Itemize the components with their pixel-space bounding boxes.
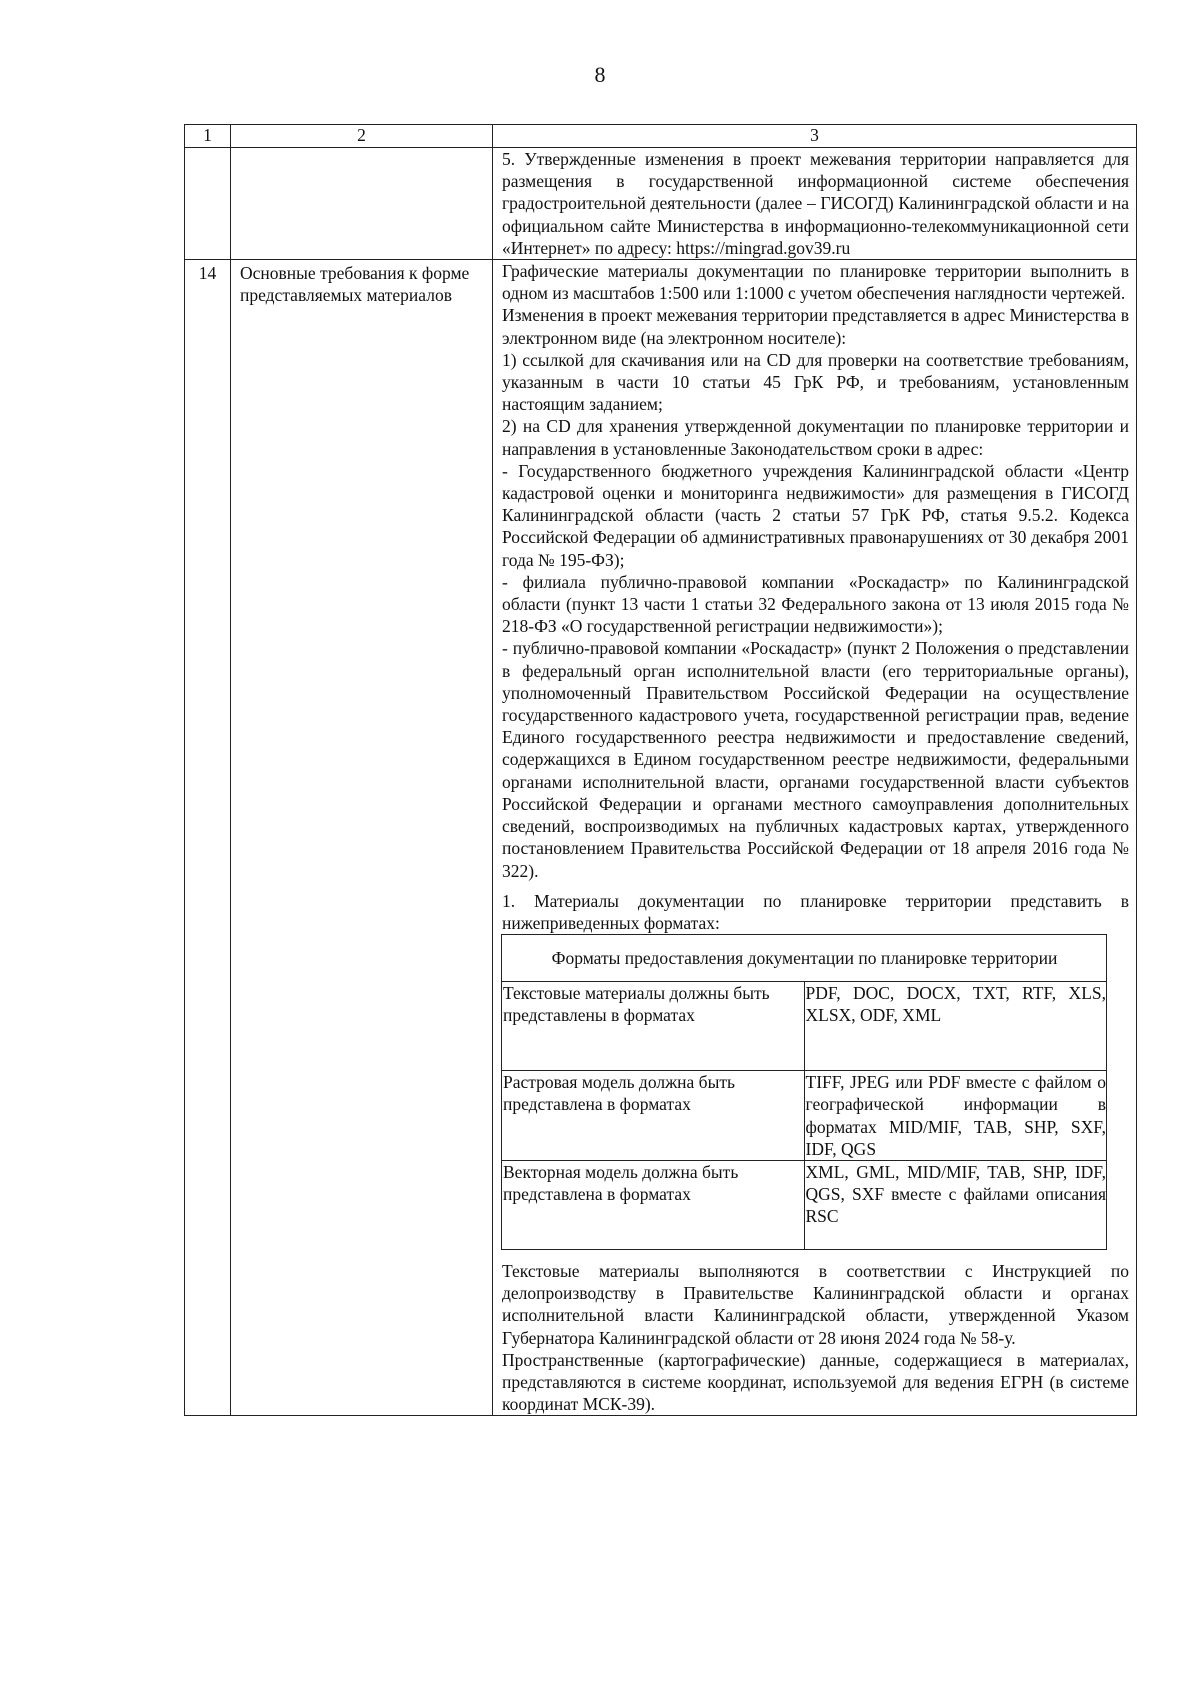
continuation-row — [185, 148, 1137, 260]
continuation-requirement-cell — [231, 148, 493, 260]
closing-paragraph: Пространственные (картографические) данные, содержащиеся в материалах, представляются в системе координат, используемой для ведения ЕГРН (в системе координат МСК-39). — [502, 1349, 1129, 1415]
formats-intro: 1. Материалы документации по планировке территории представить в нижеприведенных форматах: — [502, 890, 1129, 933]
header-col-1: 1 — [185, 125, 231, 148]
content-paragraph: 2) на CD для хранения утвержденной документации по планировке территории и направления в установленные Законодательством сроки в адрес: — [502, 416, 1129, 459]
formats-table-title: Форматы предоставления документации по планировке территории — [502, 935, 1107, 982]
content-paragraph: - Государственного бюджетного учреждения Калининградской области «Центр кадастровой оценки и мониторинга недвижимости» для размещения в ГИСОГД Калининградской области (часть 2 статьи 57 ГрК РФ, статья 9.5.2. Кодекса Российской Федерации об административных правонарушениях от 30 декабря 2001 года № 195-ФЗ); — [502, 460, 1129, 570]
row-14 — [185, 260, 1137, 1416]
formats-title-row — [502, 935, 1107, 982]
row-number: 14 — [185, 260, 231, 1416]
format-label: Текстовые материалы должны быть представлены в форматах — [502, 982, 805, 1071]
content-paragraph: Графические материалы документации по планировке территории выполнить в одном из масштабов 1:500 или 1:1000 с учетом обеспечения наглядности чертежей. — [502, 261, 1129, 304]
format-value: TIFF, JPEG или PDF вместе с файлом о географической информации в форматах MID/MIF, TAB, SHP, SXF, IDF, QGS — [805, 1072, 1106, 1159]
formats-table — [501, 934, 1107, 1250]
requirements-table — [184, 124, 1137, 1416]
table-header-row — [185, 125, 1137, 148]
format-row — [502, 1071, 1107, 1161]
continuation-number-cell — [185, 148, 231, 260]
format-value: PDF, DOC, DOCX, TXT, RTF, XLS, XLSX, ODF, XML — [804, 982, 1107, 1071]
requirement-title: Основные требования к форме представляемых материалов — [231, 260, 493, 1416]
closing-paragraph: Текстовые материалы выполняются в соответствии с Инструкцией по делопроизводству в Правительстве Калининградской области и органах исполнительной власти Калининградской области, утвержденной Указом Губернатора Калининградской области от 28 июня 2024 года № 58-у. — [502, 1260, 1129, 1348]
continuation-paragraph: 5. Утвержденные изменения в проект межевания территории направляется для размещения в государственной информационной системе обеспечения градостроительной деятельности (далее – ГИСОГД) Калининградской области и на официальном сайте Министерства в информационно-телекоммуникационной сети «Интернет» по адресу: https://mingrad.gov39.ru — [502, 149, 1129, 258]
format-row — [502, 982, 1107, 1071]
content-paragraph: - публично-правовой компании «Роскадастр» (пункт 2 Положения о представлении в федеральный орган исполнительной власти (его территориальные органы), уполномоченный Правительством Российской Федерации на осуществление государственного кадастрового учета, государственной регистрации прав, ведение Единого государственного реестра недвижимости и предоставление сведений, содержащихся в Едином государственном реестре недвижимости, федеральными органами исполнительной власти, органами государственной власти субъектов Российской Федерации и органами местного самоуправления дополнительных сведений, воспроизводимых на публичных кадастровых картах, утвержденного постановлением Правительства Российской Федерации от 18 апреля 2016 года № 322). — [502, 638, 1129, 881]
format-row — [502, 1160, 1107, 1249]
content-paragraph: - филиала публично-правовой компании «Роскадастр» по Калининградской области (пункт 13 части 1 статьи 32 Федерального закона от 13 июля 2015 года № 218-ФЗ «О государственной регистрации недвижимости»); — [502, 571, 1129, 637]
continuation-content-cell — [493, 148, 1137, 260]
format-label: Векторная модель должна быть представлена в форматах — [502, 1160, 805, 1249]
requirement-content — [493, 260, 1137, 1416]
content-paragraph: Изменения в проект межевания территории представляется в адрес Министерства в электронном виде (на электронном носителе): — [502, 305, 1129, 348]
format-label: Растровая модель должна быть представлена в форматах — [502, 1071, 805, 1161]
content-paragraph: 1) ссылкой для скачивания или на CD для проверки на соответствие требованиям, указанным в части 10 статьи 45 ГрК РФ, и требованиям, установленным настоящим заданием; — [502, 349, 1129, 415]
format-value: XML, GML, MID/MIF, TAB, SHP, IDF, QGS, SXF вместе с файлами описания RSC — [804, 1160, 1107, 1249]
header-col-2: 2 — [231, 125, 493, 148]
page-number: 8 — [594, 62, 606, 87]
header-col-3: 3 — [493, 125, 1137, 148]
